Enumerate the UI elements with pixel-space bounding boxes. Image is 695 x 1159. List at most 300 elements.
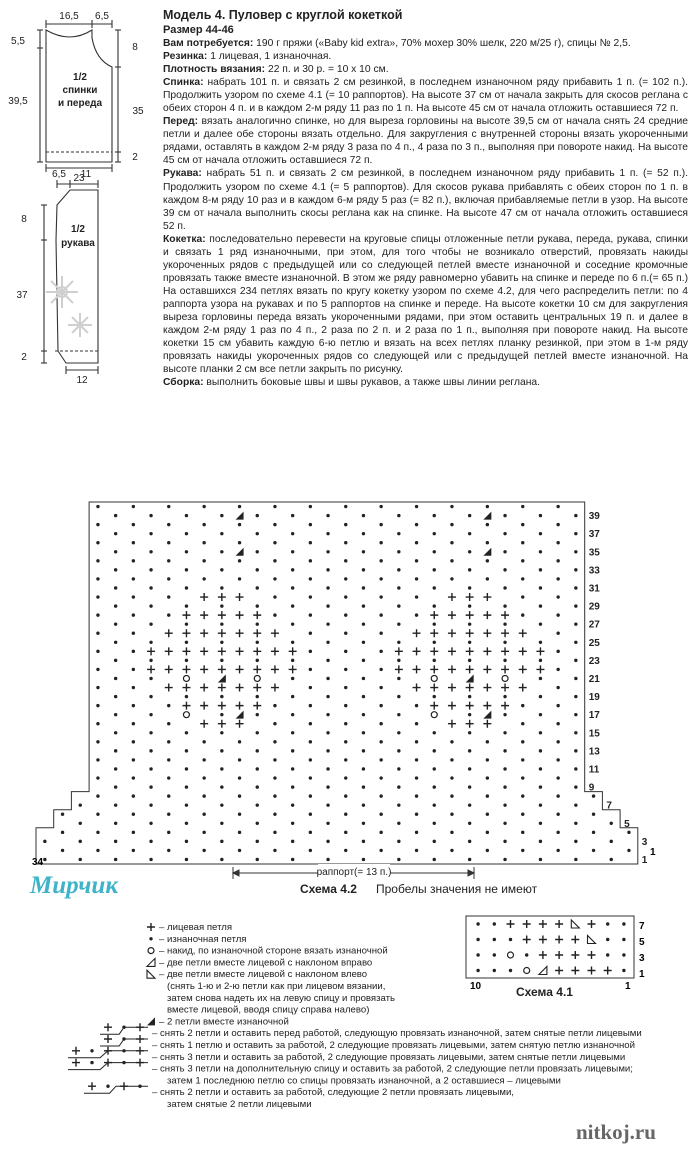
purl-dot [468, 713, 471, 716]
purl-dot [379, 632, 382, 635]
purl-dot [344, 794, 347, 797]
legend-item: – снять 3 петли и оставить за работой, 2 следующие провязать лицевыми, затем снятые петли лицевыми [152, 1051, 626, 1063]
purl-dot [185, 604, 188, 607]
purl-dot [202, 776, 205, 779]
purl-dot [132, 686, 135, 689]
purl-dot [379, 831, 382, 834]
purl-dot [622, 922, 625, 925]
purl-dot [433, 695, 436, 698]
purl-dot [362, 604, 365, 607]
purl-dot [450, 794, 453, 797]
purl-dot [592, 813, 595, 816]
purl-dot [167, 559, 170, 562]
purl-dot [344, 595, 347, 598]
purl-dot [468, 659, 471, 662]
purl-dot [273, 758, 276, 761]
site-link[interactable]: nitkoj.ru [576, 1120, 656, 1144]
purl-dot [326, 749, 329, 752]
chart-4-2-symbols [43, 505, 631, 861]
purl-dot [556, 722, 559, 725]
purl-dot [344, 613, 347, 616]
purl-dot [238, 758, 241, 761]
purl-dot [468, 586, 471, 589]
desc-sleeves [163, 167, 688, 232]
purl-dot [574, 731, 577, 734]
knit-plus [519, 629, 527, 637]
purl-dot [291, 622, 294, 625]
purl-dot [79, 840, 82, 843]
purl-dot [539, 586, 542, 589]
purl-dot [238, 577, 241, 580]
purl-dot [525, 953, 528, 956]
purl-dot [468, 568, 471, 571]
legend-item: – две петли вместе лицевой с наклоном вправо [159, 957, 373, 969]
yarn-over [148, 948, 154, 954]
desc-text: последовательно перевести на круговые спицы отложенные петли рукава, переда, рукава, спинки и связать 1 ряд изнаночными, при этом, для того чтобы не возникало отверстий, провязать накиды укороченных рядов с предыдущей или со следующей петлей вместе изнаночной и соседние кромочные провязать также вместе изнаночной. В этом же ряду равномерно убавить на спинке и переде по 6 п.(= 65 п.) На оставшихся 234 петлях вязать по кругу кокетку узором по схеме 4.2, для чего распределить петли: по 4 раппорта узора на рукавах и по 5 раппортов на спинке и переде. На высоте кокетки 10 см для закругления выреза горловины переда вязать укороченными рядами, при этом оставить центральных 19 п. и далее в каждом 2-м ряду 1 раз по 4 п., 2 раза по 2 п. и 2 раза по 1 п., выполняя при повороте накид. На высоте кокетки 15 см убавить каждую 6-ю петлю и вязать на всех петлях планку резинкой, при этом в 1-м ряду провязать накиды укороченных рядов со следующей или с предыдущей петлей вместе изнаночной. На высоте планки 2 см все петли закрыть по рисунку. [163, 233, 688, 376]
purl-dot [256, 858, 259, 861]
purl-dot [415, 722, 418, 725]
purl-dot [486, 577, 489, 580]
purl-dot [220, 532, 223, 535]
purl-dot [468, 532, 471, 535]
purl-dot [556, 776, 559, 779]
purl-dot [362, 767, 365, 770]
chart-4-2-row-label: 35 [588, 547, 600, 559]
purl-dot [539, 568, 542, 571]
purl-dot [326, 785, 329, 788]
purl-dot [149, 803, 152, 806]
knit-plus [430, 611, 438, 619]
purl-dot [256, 604, 259, 607]
purl-dot [273, 595, 276, 598]
knit-plus [218, 665, 226, 673]
purl-dot [326, 822, 329, 825]
purl-dot [185, 731, 188, 734]
knit-plus [413, 684, 421, 692]
purl-dot [610, 858, 613, 861]
purl-dot [238, 849, 241, 852]
chart-4-2-row-label: 1 [641, 855, 648, 866]
purl-dot [379, 577, 382, 580]
yarn-over [508, 952, 514, 958]
purl-dot [556, 541, 559, 544]
purl-dot [362, 822, 365, 825]
knit-plus [218, 611, 226, 619]
purl-dot [220, 622, 223, 625]
purl-dot [610, 822, 613, 825]
purl-dot [468, 731, 471, 734]
purl-two-tog [483, 512, 491, 520]
purl-dot [273, 849, 276, 852]
purl-dot [132, 668, 135, 671]
purl-dot [592, 794, 595, 797]
purl-dot [114, 532, 117, 535]
knit-plus [483, 647, 491, 655]
purl-two-tog [236, 512, 244, 520]
purl-dot [468, 749, 471, 752]
purl-dot [397, 731, 400, 734]
purl-dot [574, 840, 577, 843]
purl-dot [362, 713, 365, 716]
desc-label: Спинка: [163, 77, 204, 89]
legend-item: – две петли вместе лицевой с наклоном влево [159, 969, 368, 981]
purl-dot [539, 695, 542, 698]
purl-two-tog [466, 674, 474, 682]
purl-dot [149, 532, 152, 535]
knit-plus [218, 647, 226, 655]
purl-dot [397, 604, 400, 607]
purl-dot [503, 695, 506, 698]
purl-dot [450, 740, 453, 743]
purl-dot [149, 713, 152, 716]
chart-4-2-caption-text: Пробелы значения не имеют [376, 882, 538, 896]
purl-dot [362, 840, 365, 843]
knit-plus [430, 665, 438, 673]
purl-dot [539, 749, 542, 752]
body-width-bottom: 23 [73, 173, 85, 184]
purl-dot [220, 514, 223, 517]
purl-dot [96, 776, 99, 779]
knit-plus [200, 702, 208, 710]
desc-materials [163, 37, 688, 50]
knit-plus [253, 665, 261, 673]
purl-dot [309, 758, 312, 761]
chart-4-2-row-label: 33 [588, 565, 600, 577]
legend-item: – снять 2 петли и оставить за работой, следующие 2 петли провязать лицевыми, [152, 1087, 514, 1099]
chart-4-2-row-label: 3 [641, 836, 648, 848]
purl-dot [486, 758, 489, 761]
chart-4-2 [0, 488, 695, 908]
purl-dot [309, 740, 312, 743]
purl-dot [291, 604, 294, 607]
purl-dot [326, 604, 329, 607]
purl-dot [96, 632, 99, 635]
chart-4-1-row-7: 7 [639, 921, 645, 932]
body-schematic [37, 20, 121, 172]
purl-dot [149, 937, 152, 940]
purl-dot [149, 749, 152, 752]
knit-plus [448, 647, 456, 655]
purl-dot [362, 586, 365, 589]
purl-dot [415, 740, 418, 743]
purl-dot [291, 550, 294, 553]
purl-dot [503, 568, 506, 571]
purl-dot [521, 613, 524, 616]
purl-dot [326, 514, 329, 517]
purl-dot [114, 550, 117, 553]
purl-dot [521, 740, 524, 743]
knit-plus [523, 936, 531, 944]
purl-dot [309, 613, 312, 616]
purl-dot [521, 577, 524, 580]
purl-dot [273, 776, 276, 779]
desc-gauge [163, 63, 688, 76]
purl-dot [556, 813, 559, 816]
purl-dot [556, 523, 559, 526]
body-width-top-left: 16,5 [59, 11, 79, 22]
purl-dot [468, 695, 471, 698]
purl-dot [415, 794, 418, 797]
knit-plus [182, 647, 190, 655]
purl-dot [238, 740, 241, 743]
purl-dot [556, 831, 559, 834]
yarn-over [502, 675, 508, 681]
purl-dot [167, 758, 170, 761]
purl-dot [539, 641, 542, 644]
purl-dot [362, 532, 365, 535]
knit-plus [539, 936, 547, 944]
purl-dot [273, 722, 276, 725]
chart-4-2-row-label: 39 [588, 511, 600, 523]
legend-item: – 2 петли вместе изнаночной [159, 1016, 289, 1028]
purl-dot [503, 713, 506, 716]
purl-dot [539, 713, 542, 716]
purl-dot [132, 595, 135, 598]
knit-plus [253, 647, 261, 655]
purl-dot [556, 613, 559, 616]
purl-dot [521, 776, 524, 779]
body-label-3: и переда [57, 98, 103, 109]
body-label-2: спинки [62, 85, 98, 96]
purl-dot [256, 550, 259, 553]
purl-dot [362, 785, 365, 788]
purl-dot [185, 532, 188, 535]
purl-dot [238, 831, 241, 834]
knit-plus [413, 647, 421, 655]
purl-dot [574, 803, 577, 806]
chart-4-2-row-label: 23 [588, 655, 600, 667]
knit-plus [448, 702, 456, 710]
knit-plus [483, 629, 491, 637]
purl-dot [238, 794, 241, 797]
purl-dot [79, 822, 82, 825]
purl-dot [291, 713, 294, 716]
purl-dot [185, 695, 188, 698]
knit-plus [236, 593, 244, 601]
desc-yoke [163, 233, 688, 377]
purl-dot [379, 650, 382, 653]
purl-dot [220, 659, 223, 662]
legend [68, 922, 642, 1110]
purl-dot [132, 650, 135, 653]
purl-dot [539, 731, 542, 734]
chart-4-2-row-label: 13 [588, 746, 600, 758]
purl-dot [132, 632, 135, 635]
purl-dot [167, 794, 170, 797]
purl-dot [309, 577, 312, 580]
chart-4-2-caption-bold: Схема 4.2 [300, 882, 357, 896]
purl-dot [114, 514, 117, 517]
purl-dot [468, 858, 471, 861]
purl-dot [90, 1049, 93, 1052]
sleeve-height-top: 8 [21, 214, 27, 225]
purl-dot [149, 731, 152, 734]
purl-dot [149, 767, 152, 770]
legend-item: (снять 1-ю и 2-ю петли как при лицевом вязании, [167, 981, 386, 992]
knit-plus [271, 647, 279, 655]
knit-plus [253, 611, 261, 619]
knit-plus [165, 665, 173, 673]
purl-dot [185, 514, 188, 517]
purl-dot [149, 659, 152, 662]
knit-plus [236, 647, 244, 655]
chart-4-2-row-label: 9 [588, 782, 595, 794]
knit-plus [182, 684, 190, 692]
purl-dot [397, 568, 400, 571]
knit-plus [555, 936, 563, 944]
purl-dot [326, 659, 329, 662]
purl-dot [185, 622, 188, 625]
knit-plus [430, 684, 438, 692]
purl-dot [96, 650, 99, 653]
purl-dot [379, 704, 382, 707]
purl-dot [291, 731, 294, 734]
purl-dot [185, 785, 188, 788]
purl-dot [291, 785, 294, 788]
knit-plus [536, 647, 544, 655]
knit-plus [218, 720, 226, 728]
k2tog-right [147, 958, 155, 966]
sleeve-label-2: рукава [61, 238, 95, 249]
purl-dot [379, 794, 382, 797]
purl-dot [397, 767, 400, 770]
purl-dot [326, 568, 329, 571]
purl-dot [539, 622, 542, 625]
purl-dot [132, 559, 135, 562]
purl-dot [521, 541, 524, 544]
purl-dot [486, 505, 489, 508]
knit-plus [501, 629, 509, 637]
purl-dot [326, 677, 329, 680]
purl-dot [450, 523, 453, 526]
purl-dot [493, 922, 496, 925]
purl-dot [433, 858, 436, 861]
purl-dot [273, 505, 276, 508]
purl-dot [574, 713, 577, 716]
purl-dot [415, 813, 418, 816]
purl-dot [309, 595, 312, 598]
purl-dot [114, 767, 117, 770]
purl-dot [291, 803, 294, 806]
purl-dot [96, 595, 99, 598]
knit-plus [448, 684, 456, 692]
purl-dot [450, 813, 453, 816]
purl-dot [344, 722, 347, 725]
purl-dot [539, 785, 542, 788]
purl-dot [379, 668, 382, 671]
purl-dot [521, 523, 524, 526]
purl-dot [556, 650, 559, 653]
purl-dot [493, 969, 496, 972]
purl-dot [450, 758, 453, 761]
purl-dot [114, 641, 117, 644]
knit-plus [539, 920, 547, 928]
purl-dot [185, 803, 188, 806]
purl-dot [503, 840, 506, 843]
knit-plus [483, 611, 491, 619]
desc-label: Сборка: [163, 377, 204, 389]
purl-dot [574, 858, 577, 861]
purl-dot [433, 604, 436, 607]
body-width-top-right: 6,5 [95, 11, 109, 22]
purl-dot [521, 831, 524, 834]
purl-dot [539, 803, 542, 806]
purl-dot [202, 505, 205, 508]
purl-dot [114, 677, 117, 680]
purl-dot [220, 568, 223, 571]
knit-plus [483, 665, 491, 673]
purl-dot [362, 568, 365, 571]
purl-dot [114, 749, 117, 752]
desc-back [163, 76, 688, 115]
purl-dot [202, 794, 205, 797]
knit-plus [218, 629, 226, 637]
purl-dot [476, 938, 479, 941]
knit-plus [136, 1023, 144, 1031]
knit-plus [555, 951, 563, 959]
purl-dot [362, 514, 365, 517]
purl-dot [273, 577, 276, 580]
purl-dot [415, 613, 418, 616]
purl-dot [606, 922, 609, 925]
purl-dot [503, 731, 506, 734]
knit-plus [448, 720, 456, 728]
purl-dot [90, 1061, 93, 1064]
purl-dot [433, 622, 436, 625]
purl-dot [167, 613, 170, 616]
purl-dot [344, 813, 347, 816]
purl-dot [79, 803, 82, 806]
purl-dot [256, 514, 259, 517]
purl-dot [256, 749, 259, 752]
knit-plus [507, 920, 515, 928]
purl-dot [362, 858, 365, 861]
knit-plus [104, 1035, 112, 1043]
purl-dot [574, 532, 577, 535]
knit-plus [88, 1082, 96, 1090]
purl-two-tog [147, 1017, 155, 1025]
purl-dot [379, 541, 382, 544]
purl-dot [256, 731, 259, 734]
purl-dot [167, 704, 170, 707]
purl-dot [309, 559, 312, 562]
yarn-over [183, 675, 189, 681]
purl-dot [415, 849, 418, 852]
purl-dot [344, 559, 347, 562]
purl-dot [610, 840, 613, 843]
purl-dot [96, 559, 99, 562]
purl-dot [326, 713, 329, 716]
purl-dot [114, 785, 117, 788]
purl-dot [556, 595, 559, 598]
purl-dot [539, 767, 542, 770]
knit-plus [430, 647, 438, 655]
purl-dot [556, 632, 559, 635]
purl-dot [291, 514, 294, 517]
knit-plus [501, 684, 509, 692]
purl-dot [468, 604, 471, 607]
purl-dot [220, 604, 223, 607]
knit-plus [466, 593, 474, 601]
purl-dot [574, 785, 577, 788]
desc-text: 22 п. и 30 р. = 10 х 10 см. [265, 64, 389, 76]
purl-dot [167, 541, 170, 544]
knit-plus [588, 951, 596, 959]
knit-plus [200, 665, 208, 673]
purl-dot [309, 541, 312, 544]
knit-plus [120, 1082, 128, 1090]
purl-dot [486, 523, 489, 526]
